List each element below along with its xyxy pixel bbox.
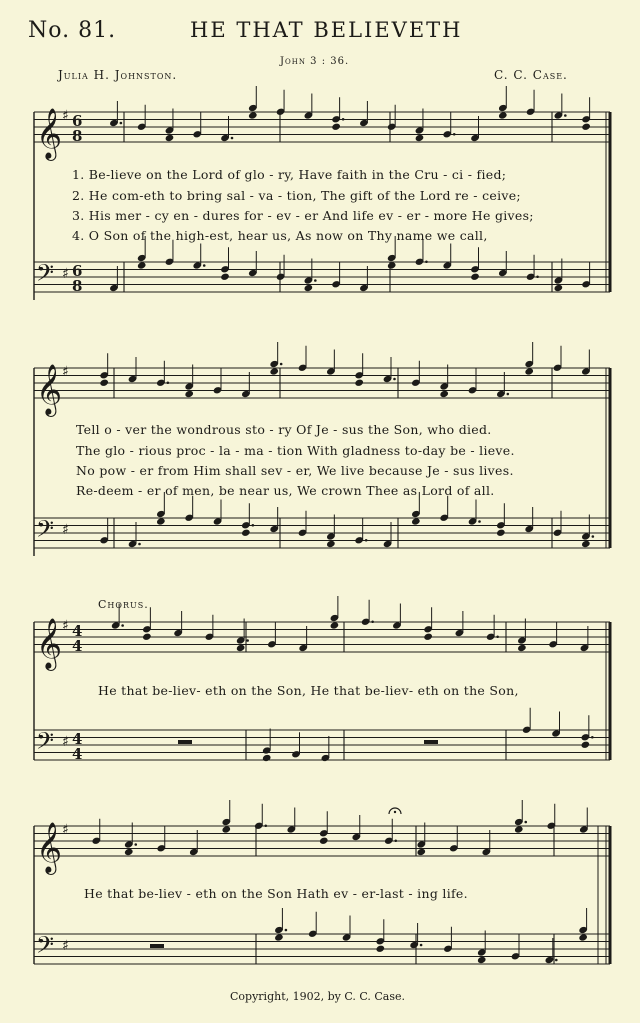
sharp-icon: ♯ <box>62 364 69 380</box>
verse-3-line-b: No pow - er from Him shall sev - er, We live because Je - sus lives. <box>76 463 514 478</box>
dot <box>453 133 456 136</box>
note-head <box>376 945 386 953</box>
system-4-bass-staff <box>34 931 610 964</box>
dot <box>138 543 141 546</box>
dot <box>420 944 423 947</box>
system-3-bass-notes-2 <box>522 708 594 749</box>
dot <box>592 535 595 538</box>
verse-3-line-a: 3. His mer - cy en - dures for - ev - er And life ev - er - more He gives; <box>72 208 534 223</box>
system-2-bass-notes <box>99 492 594 548</box>
note-head <box>221 825 231 833</box>
verse-4-line-b: Re-deem - er of men, be near us, We crown Thee as Lord of all. <box>76 483 495 498</box>
note-head <box>262 754 272 762</box>
verse-4-line-a: 4. O Son of the high-est, hear us, As now on Thy name we call, <box>72 228 488 243</box>
note-head <box>274 933 284 941</box>
dot <box>496 635 499 638</box>
system-2-treble-notes <box>99 342 590 398</box>
dot <box>591 736 594 739</box>
note-head <box>137 261 147 269</box>
dot <box>425 260 428 263</box>
chorus-line-1: He that be-liev- eth on the Son, He that be-liev- eth on the Son, <box>98 683 519 698</box>
note-head <box>330 621 340 629</box>
dot <box>371 620 374 623</box>
dot <box>246 639 249 642</box>
time-signature-top: 4 <box>72 622 83 640</box>
bass-clef-icon: 𝄢 <box>36 259 55 292</box>
lyricist-credit: Julia H. Johnston. <box>58 68 178 82</box>
bass-clef-icon: 𝄢 <box>36 931 55 964</box>
treble-clef-icon: 𝄞 <box>36 364 63 415</box>
note-head <box>269 367 279 375</box>
note-head <box>326 540 336 548</box>
time-signature-top: 6 <box>72 112 83 130</box>
verse-1-line-b: Tell o - ver the wondrous sto - ry Of Je - sus the Son, who died. <box>76 422 492 437</box>
sharp-icon: ♯ <box>62 108 69 124</box>
verse-2-line-b: The glo - rious proc - la - ma - tion With gladness to-day be - lieve. <box>76 443 515 458</box>
dot <box>524 821 527 824</box>
note-head <box>498 111 508 119</box>
hymn-number: No. 81. <box>28 18 117 43</box>
half-rest <box>424 740 438 744</box>
note-head <box>220 273 230 281</box>
note-head <box>581 123 591 131</box>
system-4-treble-staff <box>34 822 610 875</box>
treble-clef-icon: 𝄞 <box>36 822 63 873</box>
time-signature-bottom: 4 <box>72 637 83 655</box>
note-head <box>416 848 426 856</box>
composer-credit: C. C. Case. <box>494 68 568 82</box>
dot <box>478 520 481 523</box>
note-head <box>477 956 487 964</box>
dot <box>314 279 317 282</box>
note-head <box>331 123 341 131</box>
system-4-treble-notes <box>91 800 588 856</box>
note-head <box>514 825 524 833</box>
note-head <box>248 111 258 119</box>
time-signature-bottom: 8 <box>72 277 83 295</box>
system-1-bass-notes <box>109 236 591 292</box>
note-head <box>411 517 421 525</box>
note-head <box>578 933 588 941</box>
note-head <box>387 261 397 269</box>
note-head <box>304 284 314 292</box>
time-signature-top: 6 <box>72 262 83 280</box>
scripture-reference: John 3 : 36. <box>280 56 350 67</box>
treble-clef-icon: 𝄞 <box>36 618 63 669</box>
note-head <box>581 540 591 548</box>
dot <box>134 843 137 846</box>
dot <box>342 118 345 121</box>
system-2-treble-staff <box>34 364 610 417</box>
note-head <box>184 390 194 398</box>
note-head <box>319 837 329 845</box>
half-rest <box>150 944 164 948</box>
note-head <box>415 134 425 142</box>
chorus-line-2: He that be-liev - eth on the Son Hath ev - er-last - ing life. <box>84 886 468 901</box>
sharp-icon: ♯ <box>62 522 69 538</box>
system-1-treble-notes <box>109 86 591 142</box>
dot <box>394 839 397 842</box>
dot <box>280 363 283 366</box>
note-head <box>124 848 134 856</box>
note-head <box>354 379 364 387</box>
note-head <box>496 529 506 537</box>
dot <box>536 275 539 278</box>
note-head <box>517 644 527 652</box>
system-4-bass-notes <box>274 908 588 964</box>
dot <box>365 539 368 542</box>
sharp-icon: ♯ <box>62 618 69 634</box>
dot <box>264 824 267 827</box>
half-rest <box>178 740 192 744</box>
copyright-notice: Copyright, 1902, by C. C. Case. <box>230 990 406 1003</box>
dot <box>231 137 234 140</box>
note-head <box>236 644 246 652</box>
note-head <box>423 633 433 641</box>
chorus-label: Chorus. <box>98 598 149 611</box>
sharp-icon: ♯ <box>62 822 69 838</box>
system-2-bass-staff <box>34 515 610 548</box>
time-signature-bottom: 4 <box>72 745 83 763</box>
bass-clef-icon: 𝄢 <box>36 515 55 548</box>
hymn-title: HE THAT BELIEVETH <box>190 18 463 42</box>
dot <box>393 378 396 381</box>
note-head <box>99 379 109 387</box>
time-signature-top: 4 <box>72 730 83 748</box>
note-head <box>156 517 166 525</box>
treble-clef-icon: 𝄞 <box>36 108 63 159</box>
time-signature-bottom: 8 <box>72 127 83 145</box>
system-3-treble-notes <box>111 596 589 652</box>
dot <box>507 393 510 396</box>
dot <box>555 959 558 962</box>
verse-1-line-a: 1. Be-lieve on the Lord of glo - ry, Have faith in the Cru - ci - fied; <box>72 167 507 182</box>
fermata-dot <box>394 811 396 813</box>
dot <box>167 381 170 384</box>
note-head <box>165 134 175 142</box>
system-3-treble-staff <box>34 618 610 671</box>
note-head <box>470 273 480 281</box>
system-1-bass-staff <box>34 259 610 295</box>
note-head <box>554 284 564 292</box>
note-head <box>241 529 251 537</box>
note-head <box>524 367 534 375</box>
dot <box>121 624 124 627</box>
dot <box>120 122 123 125</box>
bass-clef-icon: 𝄢 <box>36 727 55 760</box>
dot <box>252 524 255 527</box>
dot <box>285 929 288 932</box>
dot <box>203 264 206 267</box>
dot <box>564 114 567 117</box>
sharp-icon: ♯ <box>62 266 69 282</box>
verse-2-line-a: 2. He com-eth to bring sal - va - tion, The gift of the Lord re - ceive; <box>72 188 521 203</box>
note-head <box>439 390 449 398</box>
sharp-icon: ♯ <box>62 938 69 954</box>
note-head <box>581 741 591 749</box>
system-1-treble-staff <box>34 108 610 161</box>
sharp-icon: ♯ <box>62 734 69 750</box>
note-head <box>142 633 152 641</box>
